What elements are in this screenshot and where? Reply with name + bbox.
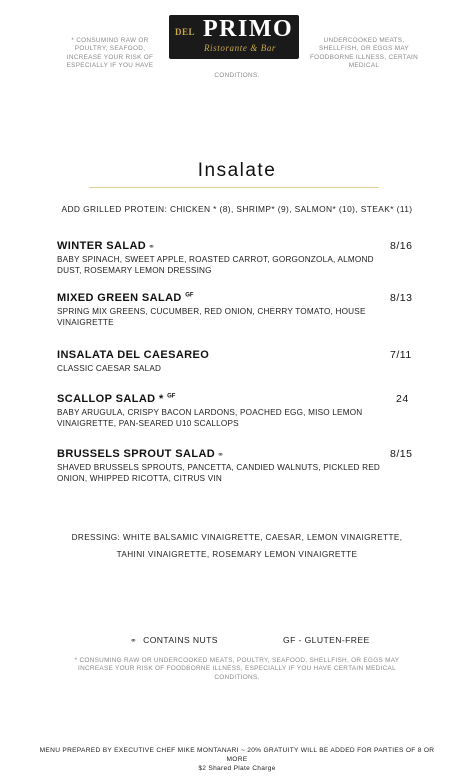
menu-item-mixed-green-salad	[57, 292, 427, 328]
menu-item-scallop-salad	[57, 393, 427, 429]
header-warning-left: * CONSUMING RAW OR POULTRY, SEAFOOD, INCREASE YOUR RISK OF ESPECIALLY IF YOU HAVE	[66, 37, 154, 70]
protein-addon-line: ADD GRILLED PROTEIN: CHICKEN * (8), SHRIMP* (9), SALMON* (10), STEAK* (11)	[61, 204, 413, 214]
logo-big-text: PRIMO	[203, 16, 294, 42]
restaurant-logo	[169, 15, 299, 59]
nut-icon: ⚭	[217, 450, 225, 459]
logo-small-text: DEL	[175, 27, 196, 37]
legend-contains-nuts	[130, 635, 218, 645]
item-name: WINTER SALAD	[57, 240, 147, 252]
dressing-line-1: DRESSING: WHITE BALSAMIC VINAIGRETTE, CAESAR, LEMON VINAIGRETTE,	[71, 533, 403, 542]
legend-nuts-label: CONTAINS NUTS	[143, 635, 218, 645]
header-warning-center: CONDITIONS.	[214, 72, 260, 79]
item-name: INSALATA DEL CAESAREO	[57, 349, 210, 361]
item-description: CLASSIC CAESAR SALAD	[57, 364, 162, 373]
item-price: 8/13	[390, 292, 413, 304]
item-price: 24	[396, 393, 409, 405]
footer-line-1: MENU PREPARED BY EXECUTIVE CHEF MIKE MONTANARI ~ 20% GRATUITY WILL BE ADDED FOR PARTIES OF 8 OR MORE	[39, 747, 435, 763]
item-name: MIXED GREEN SALAD	[57, 292, 182, 304]
gluten-free-mark: GF	[167, 393, 176, 400]
menu-item-winter-salad	[57, 240, 427, 276]
item-description: SPRING MIX GREENS, CUCUMBER, RED ONION, CHERRY TOMATO, HOUSE VINAIGRETTE	[57, 307, 366, 327]
item-price: 7/11	[390, 349, 412, 361]
item-description: BABY SPINACH, SWEET APPLE, ROASTED CARROT, GORGONZOLA, ALMOND DUST, ROSEMARY LEMON DRESSING	[57, 255, 374, 275]
item-name: BRUSSELS SPROUT SALAD	[57, 448, 216, 460]
item-price: 8/16	[390, 240, 413, 252]
title-divider	[89, 187, 379, 188]
dressing-line-2: TAHINI VINAIGRETTE, ROSEMARY LEMON VINAIGRETTE	[116, 550, 358, 559]
item-price: 8/15	[390, 448, 413, 460]
bottom-warning: * CONSUMING RAW OR UNDERCOOKED MEATS, POULTRY, SEAFOOD, SHELLFISH, OR EGGS MAY INCREASE YOUR RISK OF FOODBORNE ILLNESS, ESPECIALLY IF YOU HAVE CERTAIN MEDICAL CONDITIONS.	[74, 657, 400, 681]
item-description: BABY ARUGULA, CRISPY BACON LARDONS, POACHED EGG, MISO LEMON VINAIGRETTE, PAN-SEARED U10 SCALLOPS	[57, 408, 363, 428]
nut-icon: ⚭	[130, 636, 138, 645]
item-name: SCALLOP SALAD *	[57, 393, 164, 405]
nut-icon: ⚭	[148, 242, 156, 251]
gluten-free-mark: GF	[185, 292, 194, 299]
legend-gluten-free: GF - GLUTEN-FREE	[283, 635, 370, 645]
menu-item-insalata-del-caesareo	[57, 349, 427, 374]
header-warning-right: UNDERCOOKED MEATS, SHELLFISH, OR EGGS MAY FOODBORNE ILLNESS, CERTAIN MEDICAL	[309, 37, 419, 70]
footer	[30, 746, 444, 773]
logo-subtitle: Ristorante & Bar	[203, 43, 277, 53]
section-title: Insalate	[197, 160, 277, 181]
footer-line-2: $2 Shared Plate Charge	[198, 765, 276, 772]
item-description: SHAVED BRUSSELS SPROUTS, PANCETTA, CANDIED WALNUTS, PICKLED RED ONION, WHIPPED RICOTTA, CITRUS VIN	[57, 463, 381, 483]
menu-item-brussels-sprout-salad	[57, 448, 427, 484]
